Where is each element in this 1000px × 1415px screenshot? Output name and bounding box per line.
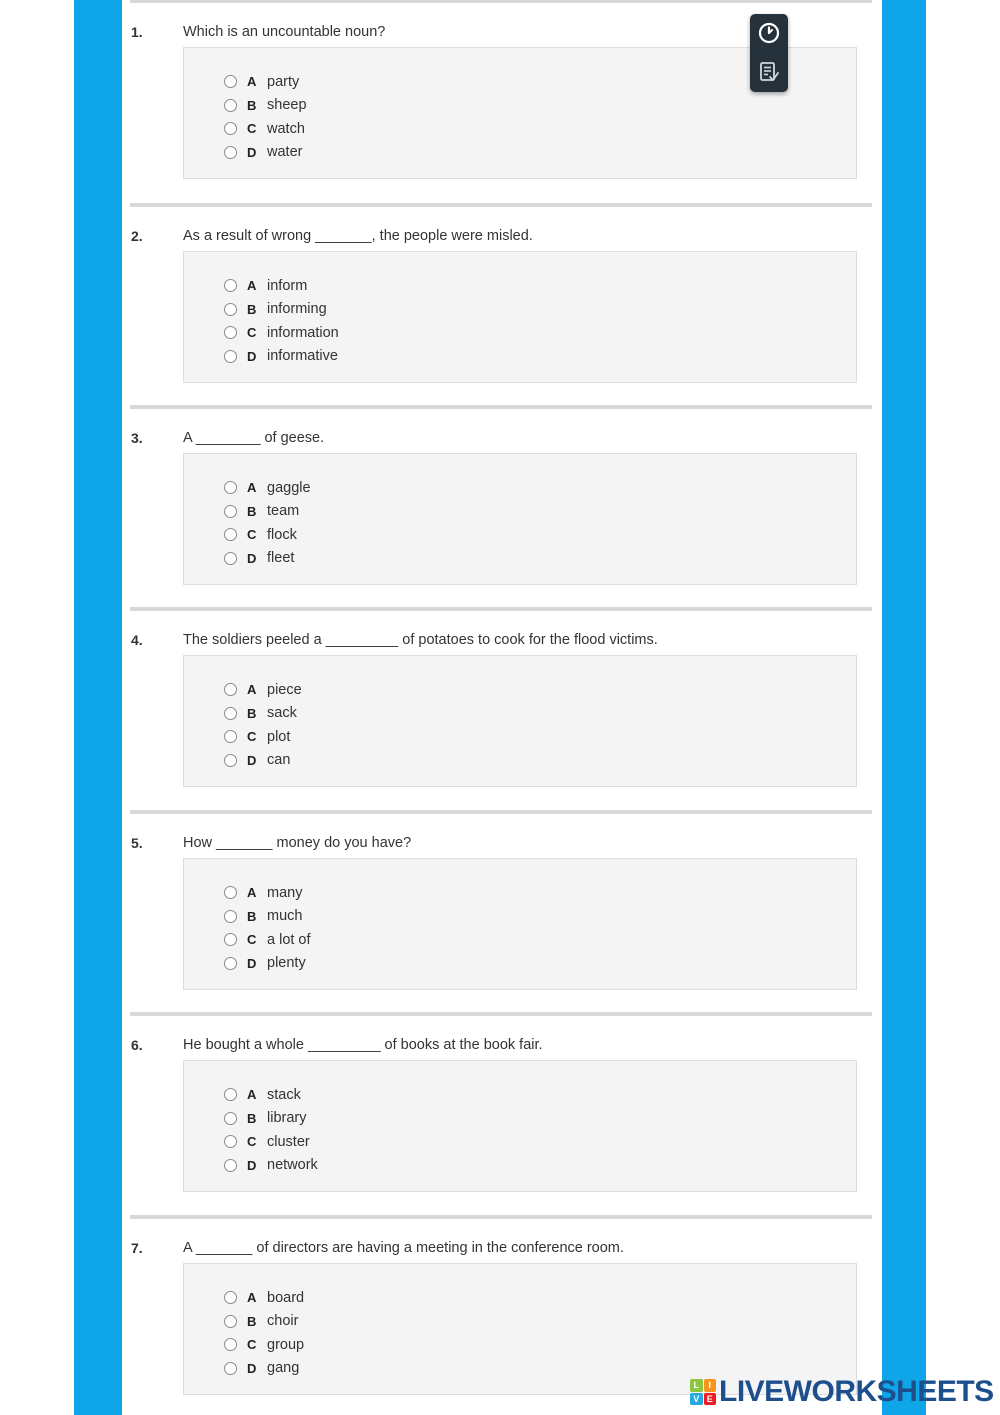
answer-option-b[interactable]	[224, 702, 302, 726]
answer-option-a[interactable]	[224, 1083, 318, 1107]
answer-option-a[interactable]	[224, 881, 311, 905]
answer-options-list	[224, 678, 302, 772]
answer-option-a[interactable]	[224, 70, 307, 94]
radio-button[interactable]	[224, 303, 237, 316]
answer-option-a[interactable]	[224, 274, 339, 298]
answer-option-d[interactable]	[224, 141, 307, 165]
option-text: water	[267, 144, 303, 161]
option-letter: D	[247, 752, 257, 768]
radio-button[interactable]	[224, 75, 237, 88]
radio-button[interactable]	[224, 933, 237, 946]
check-answers-icon	[757, 60, 781, 84]
timer-button[interactable]	[755, 19, 783, 47]
radio-button[interactable]	[224, 730, 237, 743]
option-text: group	[267, 1336, 305, 1353]
radio-button[interactable]	[224, 957, 237, 970]
option-letter: C	[247, 527, 257, 543]
question-number: 3.	[131, 430, 143, 446]
timer-icon	[757, 21, 781, 45]
worksheet	[122, 0, 882, 1415]
answer-option-d[interactable]	[224, 749, 302, 773]
answer-option-d[interactable]	[224, 952, 311, 976]
question-number: 6.	[131, 1037, 143, 1053]
option-text: information	[267, 324, 339, 341]
answer-options-list	[224, 70, 307, 164]
logo-tile: L	[690, 1379, 703, 1392]
liveworksheets-brand	[690, 1374, 994, 1410]
answer-option-c[interactable]	[224, 725, 302, 749]
option-letter: B	[247, 1110, 257, 1126]
question-text: A _______ of directors are having a meeting in the conference room.	[183, 1240, 624, 1256]
answer-option-b[interactable]	[224, 500, 311, 524]
question-number: 2.	[131, 228, 143, 244]
option-text: plenty	[267, 955, 306, 972]
radio-button[interactable]	[224, 683, 237, 696]
answer-option-b[interactable]	[224, 298, 339, 322]
question-separator	[130, 607, 872, 611]
logo-tile: E	[704, 1393, 717, 1406]
radio-button[interactable]	[224, 552, 237, 565]
radio-button[interactable]	[224, 1291, 237, 1304]
question-3	[130, 405, 874, 601]
question-separator	[130, 1215, 872, 1219]
option-letter: A	[247, 74, 257, 90]
option-letter: B	[247, 1313, 257, 1329]
question-text: He bought a whole _________ of books at the book fair.	[183, 1037, 543, 1053]
option-letter: B	[247, 503, 257, 519]
option-text: gang	[267, 1360, 300, 1377]
answer-option-c[interactable]	[224, 523, 311, 547]
option-text: sack	[267, 705, 297, 722]
question-separator	[130, 0, 872, 3]
option-letter: D	[247, 348, 257, 364]
question-2	[130, 203, 874, 399]
option-text: library	[267, 1110, 307, 1127]
option-text: network	[267, 1157, 318, 1174]
option-letter: A	[247, 682, 257, 698]
question-6	[130, 1012, 874, 1208]
option-letter: C	[247, 1337, 257, 1353]
answer-options-box	[183, 655, 857, 787]
question-number: 4.	[131, 632, 143, 648]
question-separator	[130, 810, 872, 814]
option-letter: D	[247, 550, 257, 566]
worksheet-tool-panel	[750, 14, 788, 92]
radio-button[interactable]	[224, 505, 237, 518]
option-letter: B	[247, 908, 257, 924]
left-side-bar	[74, 0, 122, 1415]
option-letter: C	[247, 729, 257, 745]
option-text: informing	[267, 301, 327, 318]
option-text: plot	[267, 728, 291, 745]
right-side-bar	[882, 0, 926, 1415]
option-text: board	[267, 1289, 305, 1306]
option-letter: A	[247, 1087, 257, 1103]
option-text: choir	[267, 1313, 299, 1330]
option-text: party	[267, 73, 300, 90]
answer-option-a[interactable]	[224, 476, 311, 500]
option-letter: C	[247, 325, 257, 341]
option-text: informative	[267, 348, 338, 365]
answer-option-b[interactable]	[224, 1310, 304, 1334]
option-letter: A	[247, 278, 257, 294]
option-letter: C	[247, 932, 257, 948]
radio-button[interactable]	[224, 326, 237, 339]
question-separator	[130, 405, 872, 409]
option-letter: D	[247, 1157, 257, 1173]
option-letter: A	[247, 1290, 257, 1306]
option-text: inform	[267, 277, 308, 294]
answer-options-box	[183, 453, 857, 585]
radio-button[interactable]	[224, 754, 237, 767]
check-answers-button[interactable]	[755, 58, 783, 86]
radio-button[interactable]	[224, 122, 237, 135]
answer-option-c[interactable]	[224, 1130, 318, 1154]
option-text: cluster	[267, 1133, 310, 1150]
answer-option-c[interactable]	[224, 321, 339, 345]
logo-tile: I	[704, 1379, 717, 1392]
option-text: can	[267, 752, 291, 769]
option-letter: D	[247, 1360, 257, 1376]
answer-option-b[interactable]	[224, 1107, 318, 1131]
radio-button[interactable]	[224, 1135, 237, 1148]
option-text: sheep	[267, 97, 307, 114]
radio-button[interactable]	[224, 707, 237, 720]
answer-options-box	[183, 251, 857, 383]
option-letter: B	[247, 301, 257, 317]
option-text: gaggle	[267, 479, 311, 496]
question-number: 7.	[131, 1240, 143, 1256]
brand-name: LIVEWORKSHEETS	[719, 1375, 994, 1408]
answer-option-d[interactable]	[224, 547, 311, 571]
question-separator	[130, 203, 872, 207]
answer-option-d[interactable]	[224, 345, 339, 369]
answer-option-c[interactable]	[224, 928, 311, 952]
answer-options-list	[224, 1083, 318, 1177]
answer-options-list	[224, 476, 311, 570]
answer-option-b[interactable]	[224, 905, 311, 929]
radio-button[interactable]	[224, 1159, 237, 1172]
radio-button[interactable]	[224, 910, 237, 923]
radio-button[interactable]	[224, 1315, 237, 1328]
answer-option-a[interactable]	[224, 678, 302, 702]
option-text: many	[267, 884, 303, 901]
option-text: flock	[267, 526, 297, 543]
radio-button[interactable]	[224, 481, 237, 494]
option-text: fleet	[267, 550, 295, 567]
question-text: Which is an uncountable noun?	[183, 24, 386, 40]
option-text: team	[267, 503, 300, 520]
answer-options-list	[224, 274, 339, 368]
question-text: The soldiers peeled a _________ of potatoes to cook for the flood victims.	[183, 632, 658, 648]
option-text: watch	[267, 120, 305, 137]
option-letter: A	[247, 480, 257, 496]
radio-button[interactable]	[224, 99, 237, 112]
answer-option-c[interactable]	[224, 1333, 304, 1357]
answer-option-b[interactable]	[224, 94, 307, 118]
option-letter: B	[247, 705, 257, 721]
logo-tile: V	[690, 1393, 703, 1406]
radio-button[interactable]	[224, 1088, 237, 1101]
option-text: piece	[267, 681, 302, 698]
question-number: 1.	[131, 24, 143, 40]
question-separator	[130, 1012, 872, 1016]
answer-option-d[interactable]	[224, 1357, 304, 1381]
question-5	[130, 810, 874, 1006]
radio-button[interactable]	[224, 886, 237, 899]
answer-option-c[interactable]	[224, 117, 307, 141]
radio-button[interactable]	[224, 528, 237, 541]
radio-button[interactable]	[224, 1338, 237, 1351]
question-text: As a result of wrong _______, the people were misled.	[183, 228, 533, 244]
option-letter: D	[247, 144, 257, 160]
answer-options-box	[183, 858, 857, 990]
option-letter: D	[247, 955, 257, 971]
option-letter: C	[247, 121, 257, 137]
answer-option-a[interactable]	[224, 1286, 304, 1310]
answer-options-box	[183, 1060, 857, 1192]
radio-button[interactable]	[224, 350, 237, 363]
question-4	[130, 607, 874, 803]
radio-button[interactable]	[224, 279, 237, 292]
question-number: 5.	[131, 835, 143, 851]
option-letter: C	[247, 1134, 257, 1150]
answer-option-d[interactable]	[224, 1154, 318, 1178]
option-text: much	[267, 908, 303, 925]
question-text: A ________ of geese.	[183, 430, 325, 446]
answer-options-list	[224, 1286, 304, 1380]
question-text: How _______ money do you have?	[183, 835, 412, 851]
option-text: a lot of	[267, 931, 311, 948]
option-letter: A	[247, 885, 257, 901]
radio-button[interactable]	[224, 1362, 237, 1375]
option-letter: B	[247, 97, 257, 113]
liveworksheets-logo-icon	[690, 1379, 716, 1405]
answer-options-list	[224, 881, 311, 975]
radio-button[interactable]	[224, 1112, 237, 1125]
radio-button[interactable]	[224, 146, 237, 159]
option-text: stack	[267, 1086, 301, 1103]
